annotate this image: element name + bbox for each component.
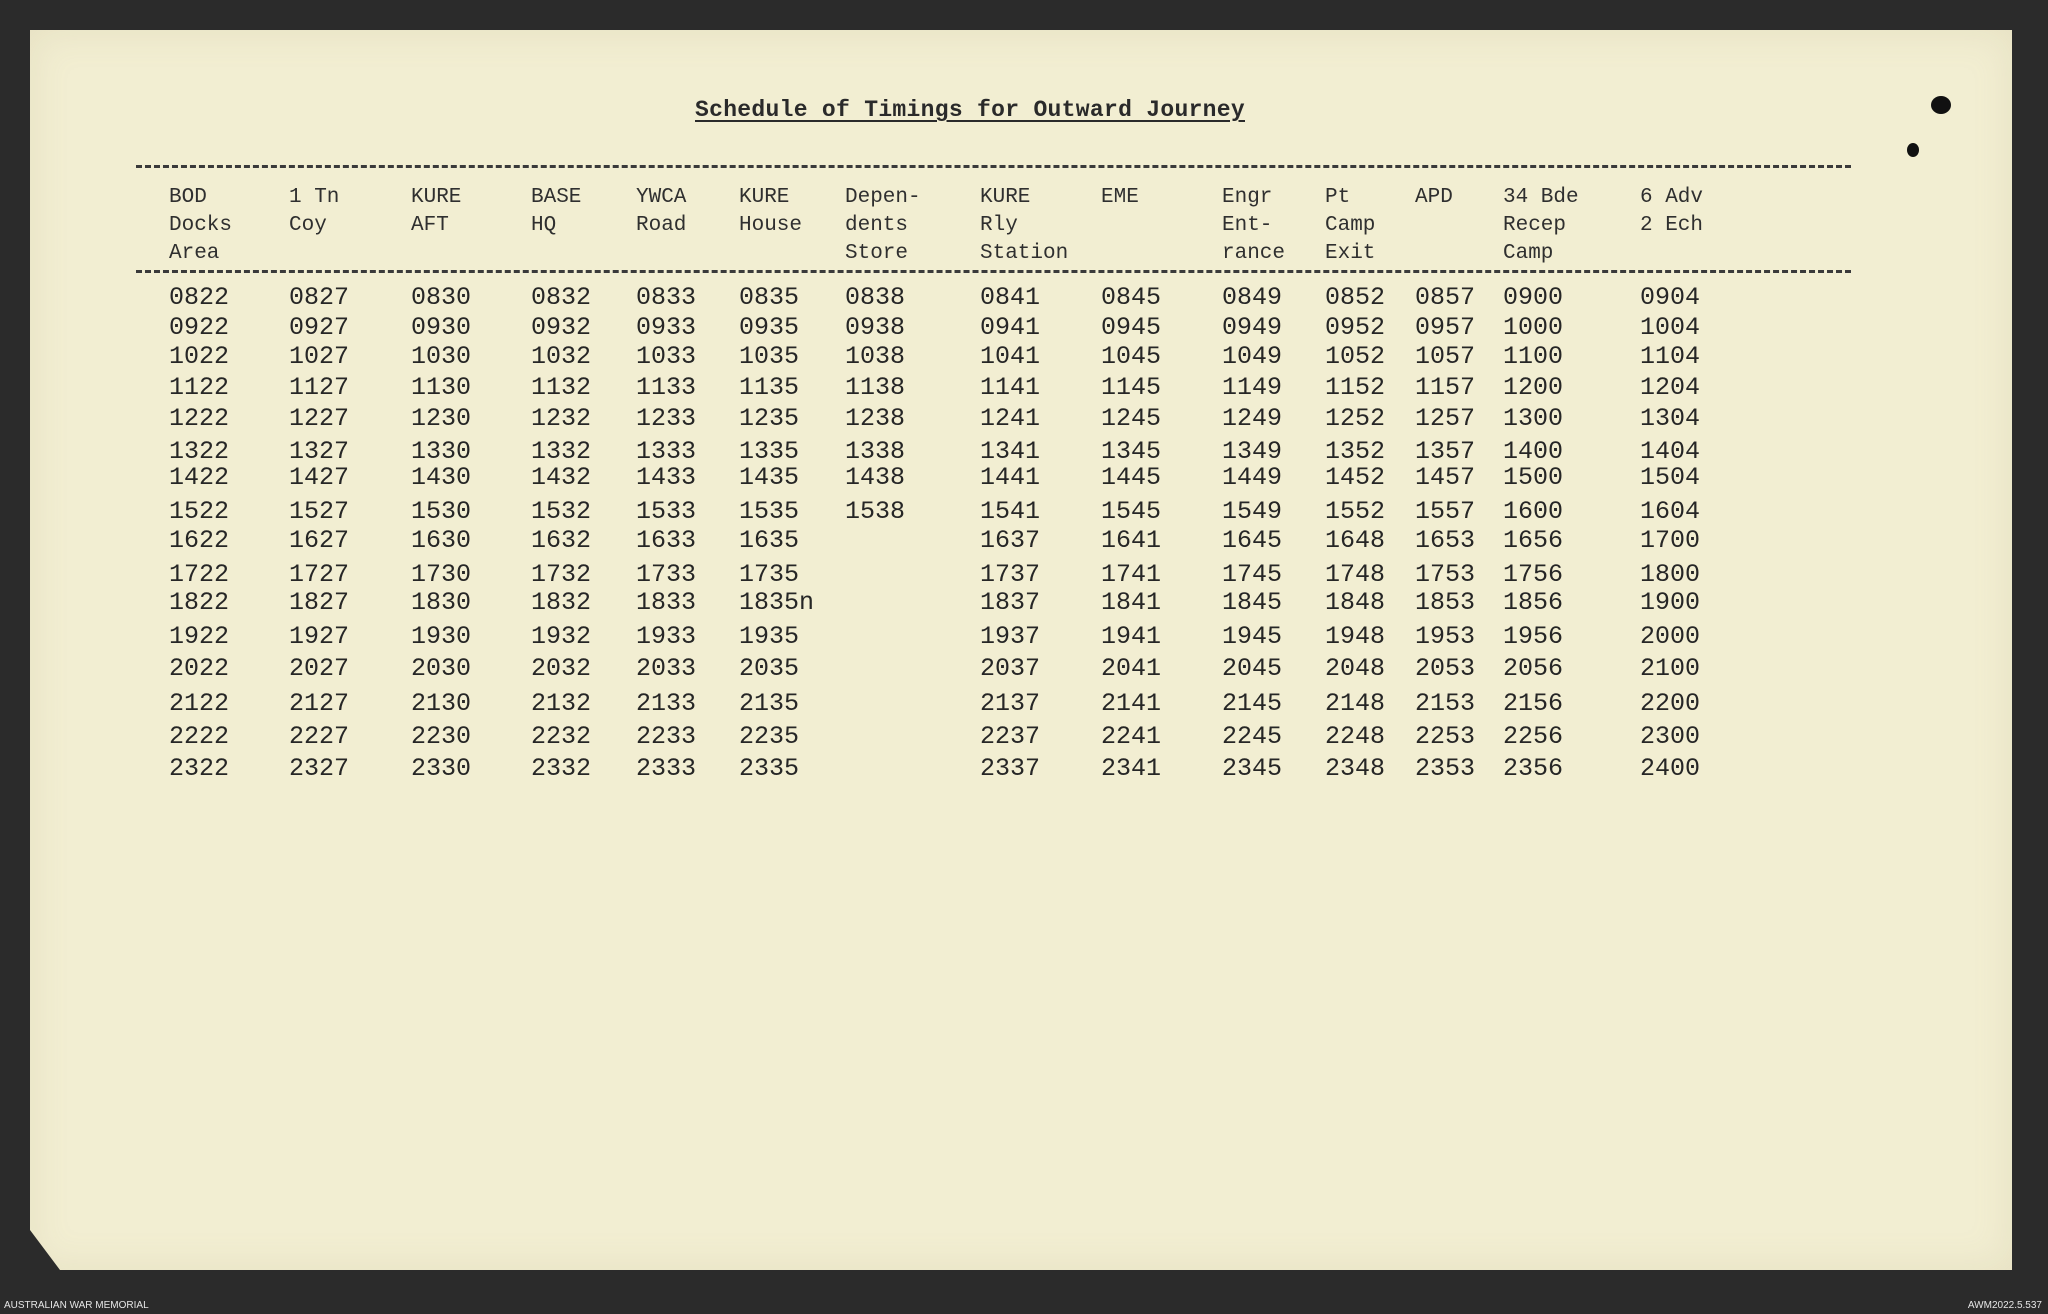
table-cell: 1933 xyxy=(636,622,697,651)
footer-left: AUSTRALIAN WAR MEMORIAL xyxy=(4,1300,149,1311)
table-cell: 1152 xyxy=(1325,373,1386,402)
column-header: Pt Camp Exit xyxy=(1325,186,1376,265)
table-cell: 2148 xyxy=(1325,689,1386,718)
table-cell: 2000 xyxy=(1640,622,1701,651)
column-header: 34 Bde Recep Camp xyxy=(1503,186,1579,265)
table-cell: 1441 xyxy=(980,463,1041,492)
table-cell: 2145 xyxy=(1222,689,1283,718)
table-cell: 0835 xyxy=(739,283,800,312)
table-cell: 2027 xyxy=(289,654,350,683)
table-cell: 1335 xyxy=(739,437,800,466)
table-cell: 2130 xyxy=(411,689,472,718)
table-cell: 1927 xyxy=(289,622,350,651)
table-cell: 1800 xyxy=(1640,560,1701,589)
table-cell: 1252 xyxy=(1325,404,1386,433)
column-header: 1 Tn Coy xyxy=(289,186,340,237)
table-cell: 2100 xyxy=(1640,654,1701,683)
table-cell: 2037 xyxy=(980,654,1041,683)
table-cell: 1032 xyxy=(531,342,592,371)
table-cell: 1837 xyxy=(980,588,1041,617)
table-cell: 1130 xyxy=(411,373,472,402)
table-cell: 1149 xyxy=(1222,373,1283,402)
table-cell: 1748 xyxy=(1325,560,1386,589)
table-cell: 1438 xyxy=(845,463,906,492)
table-cell: 2400 xyxy=(1640,754,1701,783)
table-cell: 1052 xyxy=(1325,342,1386,371)
table-cell: 1500 xyxy=(1503,463,1564,492)
table-cell: 2153 xyxy=(1415,689,1476,718)
table-cell: 1827 xyxy=(289,588,350,617)
column-header: KURE AFT xyxy=(411,186,462,237)
table-cell: 1900 xyxy=(1640,588,1701,617)
column-header: BASE HQ xyxy=(531,186,582,237)
table-cell: 1853 xyxy=(1415,588,1476,617)
table-cell: 1404 xyxy=(1640,437,1701,466)
table-cell: 2030 xyxy=(411,654,472,683)
table-cell: 0935 xyxy=(739,313,800,342)
table-cell: 1000 xyxy=(1503,313,1564,342)
table-cell: 1235 xyxy=(739,404,800,433)
table-cell: 2322 xyxy=(169,754,230,783)
table-cell: 0838 xyxy=(845,283,906,312)
table-cell: 1622 xyxy=(169,526,230,555)
table-cell: 0938 xyxy=(845,313,906,342)
table-cell: 1138 xyxy=(845,373,906,402)
table-cell: 2356 xyxy=(1503,754,1564,783)
table-cell: 1045 xyxy=(1101,342,1162,371)
table-cell: 1445 xyxy=(1101,463,1162,492)
table-cell: 1022 xyxy=(169,342,230,371)
table-cell: 2033 xyxy=(636,654,697,683)
table-cell: 2032 xyxy=(531,654,592,683)
table-cell: 1241 xyxy=(980,404,1041,433)
table-cell: 2048 xyxy=(1325,654,1386,683)
table-cell: 1233 xyxy=(636,404,697,433)
table-cell: 1457 xyxy=(1415,463,1476,492)
column-header: EME xyxy=(1101,186,1139,209)
table-cell: 2232 xyxy=(531,722,592,751)
table-cell: 1730 xyxy=(411,560,472,589)
table-cell: 0933 xyxy=(636,313,697,342)
table-cell: 1722 xyxy=(169,560,230,589)
table-cell: 1737 xyxy=(980,560,1041,589)
table-cell: 1552 xyxy=(1325,497,1386,526)
table-cell: 0857 xyxy=(1415,283,1476,312)
header-top-rule xyxy=(136,165,1851,168)
table-cell: 2045 xyxy=(1222,654,1283,683)
table-cell: 1322 xyxy=(169,437,230,466)
table-cell: 1632 xyxy=(531,526,592,555)
table-cell: 1948 xyxy=(1325,622,1386,651)
table-cell: 1122 xyxy=(169,373,230,402)
table-cell: 0945 xyxy=(1101,313,1162,342)
table-cell: 1830 xyxy=(411,588,472,617)
table-cell: 2245 xyxy=(1222,722,1283,751)
table-cell: 1104 xyxy=(1640,342,1701,371)
table-cell: 1956 xyxy=(1503,622,1564,651)
table-cell: 2035 xyxy=(739,654,800,683)
column-header: YWCA Road xyxy=(636,186,687,237)
table-cell: 2237 xyxy=(980,722,1041,751)
table-cell: 2241 xyxy=(1101,722,1162,751)
table-cell: 1604 xyxy=(1640,497,1701,526)
table-cell: 1352 xyxy=(1325,437,1386,466)
table-cell: 1127 xyxy=(289,373,350,402)
table-cell: 0904 xyxy=(1640,283,1701,312)
table-cell: 1349 xyxy=(1222,437,1283,466)
footer-right: AWM2022.5.537 xyxy=(1967,1300,2042,1311)
table-cell: 1238 xyxy=(845,404,906,433)
table-cell: 1745 xyxy=(1222,560,1283,589)
table-cell: 2156 xyxy=(1503,689,1564,718)
table-cell: 2300 xyxy=(1640,722,1701,751)
table-cell: 1545 xyxy=(1101,497,1162,526)
table-cell: 2327 xyxy=(289,754,350,783)
table-cell: 1249 xyxy=(1222,404,1283,433)
table-cell: 0832 xyxy=(531,283,592,312)
table-cell: 1330 xyxy=(411,437,472,466)
table-cell: 2022 xyxy=(169,654,230,683)
table-cell: 1452 xyxy=(1325,463,1386,492)
table-cell: 2233 xyxy=(636,722,697,751)
column-header: Engr Ent- rance xyxy=(1222,186,1286,265)
table-cell: 1357 xyxy=(1415,437,1476,466)
table-cell: 1004 xyxy=(1640,313,1701,342)
table-cell: 2256 xyxy=(1503,722,1564,751)
table-cell: 2337 xyxy=(980,754,1041,783)
table-cell: 2230 xyxy=(411,722,472,751)
table-cell: 1930 xyxy=(411,622,472,651)
table-cell: 1732 xyxy=(531,560,592,589)
table-cell: 1038 xyxy=(845,342,906,371)
table-cell: 1449 xyxy=(1222,463,1283,492)
table-cell: 1132 xyxy=(531,373,592,402)
table-cell: 0900 xyxy=(1503,283,1564,312)
table-cell: 1433 xyxy=(636,463,697,492)
table-cell: 1327 xyxy=(289,437,350,466)
table-cell: 1549 xyxy=(1222,497,1283,526)
table-cell: 1533 xyxy=(636,497,697,526)
table-cell: 1257 xyxy=(1415,404,1476,433)
table-cell: 1653 xyxy=(1415,526,1476,555)
table-cell: 1856 xyxy=(1503,588,1564,617)
table-cell: 1648 xyxy=(1325,526,1386,555)
table-cell: 1338 xyxy=(845,437,906,466)
table-cell: 2222 xyxy=(169,722,230,751)
table-cell: 0852 xyxy=(1325,283,1386,312)
table-cell: 0833 xyxy=(636,283,697,312)
table-cell: 2253 xyxy=(1415,722,1476,751)
table-cell: 2335 xyxy=(739,754,800,783)
table-cell: 0822 xyxy=(169,283,230,312)
table-cell: 1841 xyxy=(1101,588,1162,617)
table-cell: 1538 xyxy=(845,497,906,526)
table-cell: 1753 xyxy=(1415,560,1476,589)
table-cell: 1057 xyxy=(1415,342,1476,371)
table-cell: 2141 xyxy=(1101,689,1162,718)
table-cell: 1041 xyxy=(980,342,1041,371)
table-cell: 1400 xyxy=(1503,437,1564,466)
column-header: KURE Rly Station xyxy=(980,186,1069,265)
table-cell: 1100 xyxy=(1503,342,1564,371)
table-cell: 1535 xyxy=(739,497,800,526)
table-cell: 1953 xyxy=(1415,622,1476,651)
table-cell: 1835n xyxy=(739,588,815,617)
table-cell: 2235 xyxy=(739,722,800,751)
table-cell: 2137 xyxy=(980,689,1041,718)
table-cell: 1932 xyxy=(531,622,592,651)
table-cell: 1600 xyxy=(1503,497,1564,526)
table-cell: 1833 xyxy=(636,588,697,617)
column-header: 6 Adv 2 Ech xyxy=(1640,186,1704,237)
table-cell: 1756 xyxy=(1503,560,1564,589)
table-cell: 1033 xyxy=(636,342,697,371)
table-cell: 2348 xyxy=(1325,754,1386,783)
table-cell: 1341 xyxy=(980,437,1041,466)
table-cell: 1135 xyxy=(739,373,800,402)
table-cell: 1427 xyxy=(289,463,350,492)
table-cell: 0957 xyxy=(1415,313,1476,342)
page-title: Schedule of Timings for Outward Journey xyxy=(695,97,1245,123)
table-cell: 2200 xyxy=(1640,689,1701,718)
table-cell: 1332 xyxy=(531,437,592,466)
table-cell: 1633 xyxy=(636,526,697,555)
table-cell: 2333 xyxy=(636,754,697,783)
table-cell: 1527 xyxy=(289,497,350,526)
table-cell: 2248 xyxy=(1325,722,1386,751)
column-header: APD xyxy=(1415,186,1453,209)
ink-blot xyxy=(1931,96,1951,114)
table-cell: 1030 xyxy=(411,342,472,371)
table-cell: 1627 xyxy=(289,526,350,555)
table-cell: 2345 xyxy=(1222,754,1283,783)
table-cell: 2133 xyxy=(636,689,697,718)
table-cell: 1630 xyxy=(411,526,472,555)
table-cell: 2132 xyxy=(531,689,592,718)
table-cell: 1304 xyxy=(1640,404,1701,433)
column-header: Depen- dents Store xyxy=(845,186,921,265)
table-cell: 2122 xyxy=(169,689,230,718)
table-cell: 1245 xyxy=(1101,404,1162,433)
table-cell: 0927 xyxy=(289,313,350,342)
table-cell: 0922 xyxy=(169,313,230,342)
table-cell: 2341 xyxy=(1101,754,1162,783)
table-cell: 1641 xyxy=(1101,526,1162,555)
column-header: KURE House xyxy=(739,186,803,237)
table-cell: 1435 xyxy=(739,463,800,492)
table-cell: 0941 xyxy=(980,313,1041,342)
column-header: BOD Docks Area xyxy=(169,186,233,265)
table-cell: 0952 xyxy=(1325,313,1386,342)
table-cell: 1741 xyxy=(1101,560,1162,589)
table-cell: 0930 xyxy=(411,313,472,342)
table-cell: 1637 xyxy=(980,526,1041,555)
table-cell: 1922 xyxy=(169,622,230,651)
table-cell: 1735 xyxy=(739,560,800,589)
table-cell: 2353 xyxy=(1415,754,1476,783)
table-cell: 2127 xyxy=(289,689,350,718)
table-cell: 1541 xyxy=(980,497,1041,526)
table-cell: 1557 xyxy=(1415,497,1476,526)
table-cell: 1200 xyxy=(1503,373,1564,402)
table-cell: 1145 xyxy=(1101,373,1162,402)
table-cell: 1432 xyxy=(531,463,592,492)
table-cell: 0849 xyxy=(1222,283,1283,312)
table-cell: 1422 xyxy=(169,463,230,492)
table-cell: 1645 xyxy=(1222,526,1283,555)
table-cell: 0845 xyxy=(1101,283,1162,312)
table-cell: 1035 xyxy=(739,342,800,371)
table-cell: 1141 xyxy=(980,373,1041,402)
table-cell: 1530 xyxy=(411,497,472,526)
table-cell: 1157 xyxy=(1415,373,1476,402)
table-cell: 1522 xyxy=(169,497,230,526)
table-cell: 2227 xyxy=(289,722,350,751)
table-cell: 1430 xyxy=(411,463,472,492)
table-cell: 1935 xyxy=(739,622,800,651)
header-bottom-rule xyxy=(136,270,1851,273)
table-cell: 1937 xyxy=(980,622,1041,651)
table-cell: 1700 xyxy=(1640,526,1701,555)
table-cell: 1204 xyxy=(1640,373,1701,402)
table-cell: 0830 xyxy=(411,283,472,312)
table-cell: 2332 xyxy=(531,754,592,783)
table-cell: 1733 xyxy=(636,560,697,589)
table-cell: 1230 xyxy=(411,404,472,433)
table-cell: 1941 xyxy=(1101,622,1162,651)
table-cell: 1656 xyxy=(1503,526,1564,555)
table-cell: 2330 xyxy=(411,754,472,783)
ink-blot xyxy=(1907,143,1919,157)
table-cell: 0841 xyxy=(980,283,1041,312)
table-cell: 0827 xyxy=(289,283,350,312)
table-cell: 1232 xyxy=(531,404,592,433)
table-cell: 2041 xyxy=(1101,654,1162,683)
table-cell: 1945 xyxy=(1222,622,1283,651)
table-cell: 1727 xyxy=(289,560,350,589)
table-cell: 2056 xyxy=(1503,654,1564,683)
table-cell: 0949 xyxy=(1222,313,1283,342)
table-cell: 1845 xyxy=(1222,588,1283,617)
table-cell: 1504 xyxy=(1640,463,1701,492)
table-cell: 2053 xyxy=(1415,654,1476,683)
table-cell: 1300 xyxy=(1503,404,1564,433)
table-cell: 1822 xyxy=(169,588,230,617)
table-cell: 0932 xyxy=(531,313,592,342)
table-cell: 1227 xyxy=(289,404,350,433)
table-cell: 1222 xyxy=(169,404,230,433)
table-cell: 1832 xyxy=(531,588,592,617)
table-cell: 1049 xyxy=(1222,342,1283,371)
table-cell: 1133 xyxy=(636,373,697,402)
table-cell: 1635 xyxy=(739,526,800,555)
table-cell: 1333 xyxy=(636,437,697,466)
table-cell: 1848 xyxy=(1325,588,1386,617)
table-cell: 1532 xyxy=(531,497,592,526)
table-cell: 2135 xyxy=(739,689,800,718)
table-cell: 1027 xyxy=(289,342,350,371)
table-cell: 1345 xyxy=(1101,437,1162,466)
